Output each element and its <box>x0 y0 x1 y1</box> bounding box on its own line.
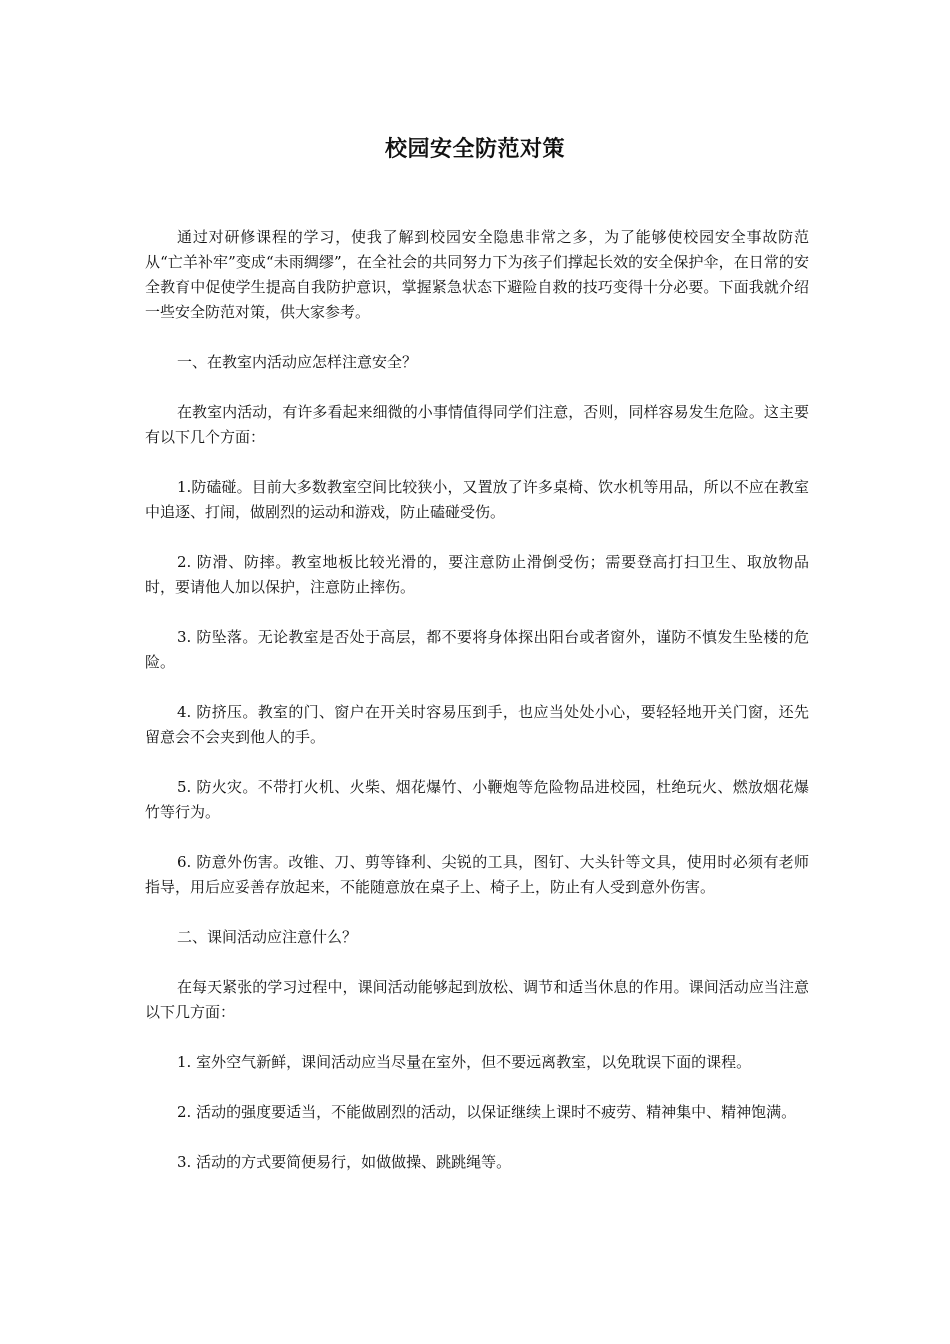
list-item-prevent-slipping: 2. 防滑、防摔。教室地板比较光滑的，要注意防止滑倒受伤；需要登高打扫卫生、取放物品时，要请他人加以保护，注意防止摔伤。 <box>145 553 809 596</box>
document-title: 校园安全防范对策 <box>384 137 565 162</box>
document-body <box>145 225 809 1200</box>
list-item-activity-method: 3. 活动的方式要简便易行，如做做操、跳跳绳等。 <box>177 1153 512 1171</box>
list-item-prevent-falling: 3. 防坠落。无论教室是否处于高层，都不要将身体探出阳台或者窗外，谨防不慎发生坠楼的危险。 <box>145 628 809 671</box>
list-item-prevent-pinching: 4. 防挤压。教室的门、窗户在开关时容易压到手，也应当处处小心，要轻轻地开关门窗，还先留意会不会夹到他人的手。 <box>145 703 809 746</box>
list-item-outdoor-air: 1. 室外空气新鲜，课间活动应当尽量在室外，但不要远离教室，以免耽误下面的课程。 <box>177 1053 752 1071</box>
classroom-intro-paragraph: 在教室内活动，有许多看起来细微的小事情值得同学们注意，否则，同样容易发生危险。这主要有以下几个方面： <box>145 403 809 446</box>
list-item-prevent-fire: 5. 防火灾。不带打火机、火柴、烟花爆竹、小鞭炮等危险物品进校园，杜绝玩火、燃放烟花爆竹等行为。 <box>145 778 809 821</box>
section-heading-classroom: 一、在教室内活动应怎样注意安全？ <box>177 353 418 371</box>
intro-paragraph: 通过对研修课程的学习，使我了解到校园安全隐患非常之多，为了能够使校园安全事故防范从“亡羊补牢”变成“未雨绸缪”，在全社会的共同努力下为孩子们撑起长效的安全保护伞，在日常的安全教育中促使学生提高自我防护意识，掌握紧急状态下避险自救的技巧变得十分必要。下面我就介绍一些安全防范对策，供大家参考。 <box>145 228 809 321</box>
list-item-prevent-injury: 6. 防意外伤害。改锥、刀、剪等锋利、尖锐的工具，图钉、大头针等文具，使用时必须有老师指导，用后应妥善存放起来，不能随意放在桌子上、椅子上，防止有人受到意外伤害。 <box>145 853 809 896</box>
list-item-prevent-bumping: 1.防磕碰。目前大多数教室空间比较狭小，又置放了许多桌椅、饮水机等用品，所以不应在教室中追逐、打闹，做剧烈的运动和游戏，防止磕碰受伤。 <box>145 478 809 521</box>
list-item-activity-intensity: 2. 活动的强度要适当，不能做剧烈的活动，以保证继续上课时不疲劳、精神集中、精神饱满。 <box>177 1103 797 1121</box>
recess-intro-paragraph: 在每天紧张的学习过程中，课间活动能够起到放松、调节和适当休息的作用。课间活动应当注意以下几方面： <box>145 978 809 1021</box>
section-heading-recess: 二、课间活动应注意什么？ <box>177 928 358 946</box>
